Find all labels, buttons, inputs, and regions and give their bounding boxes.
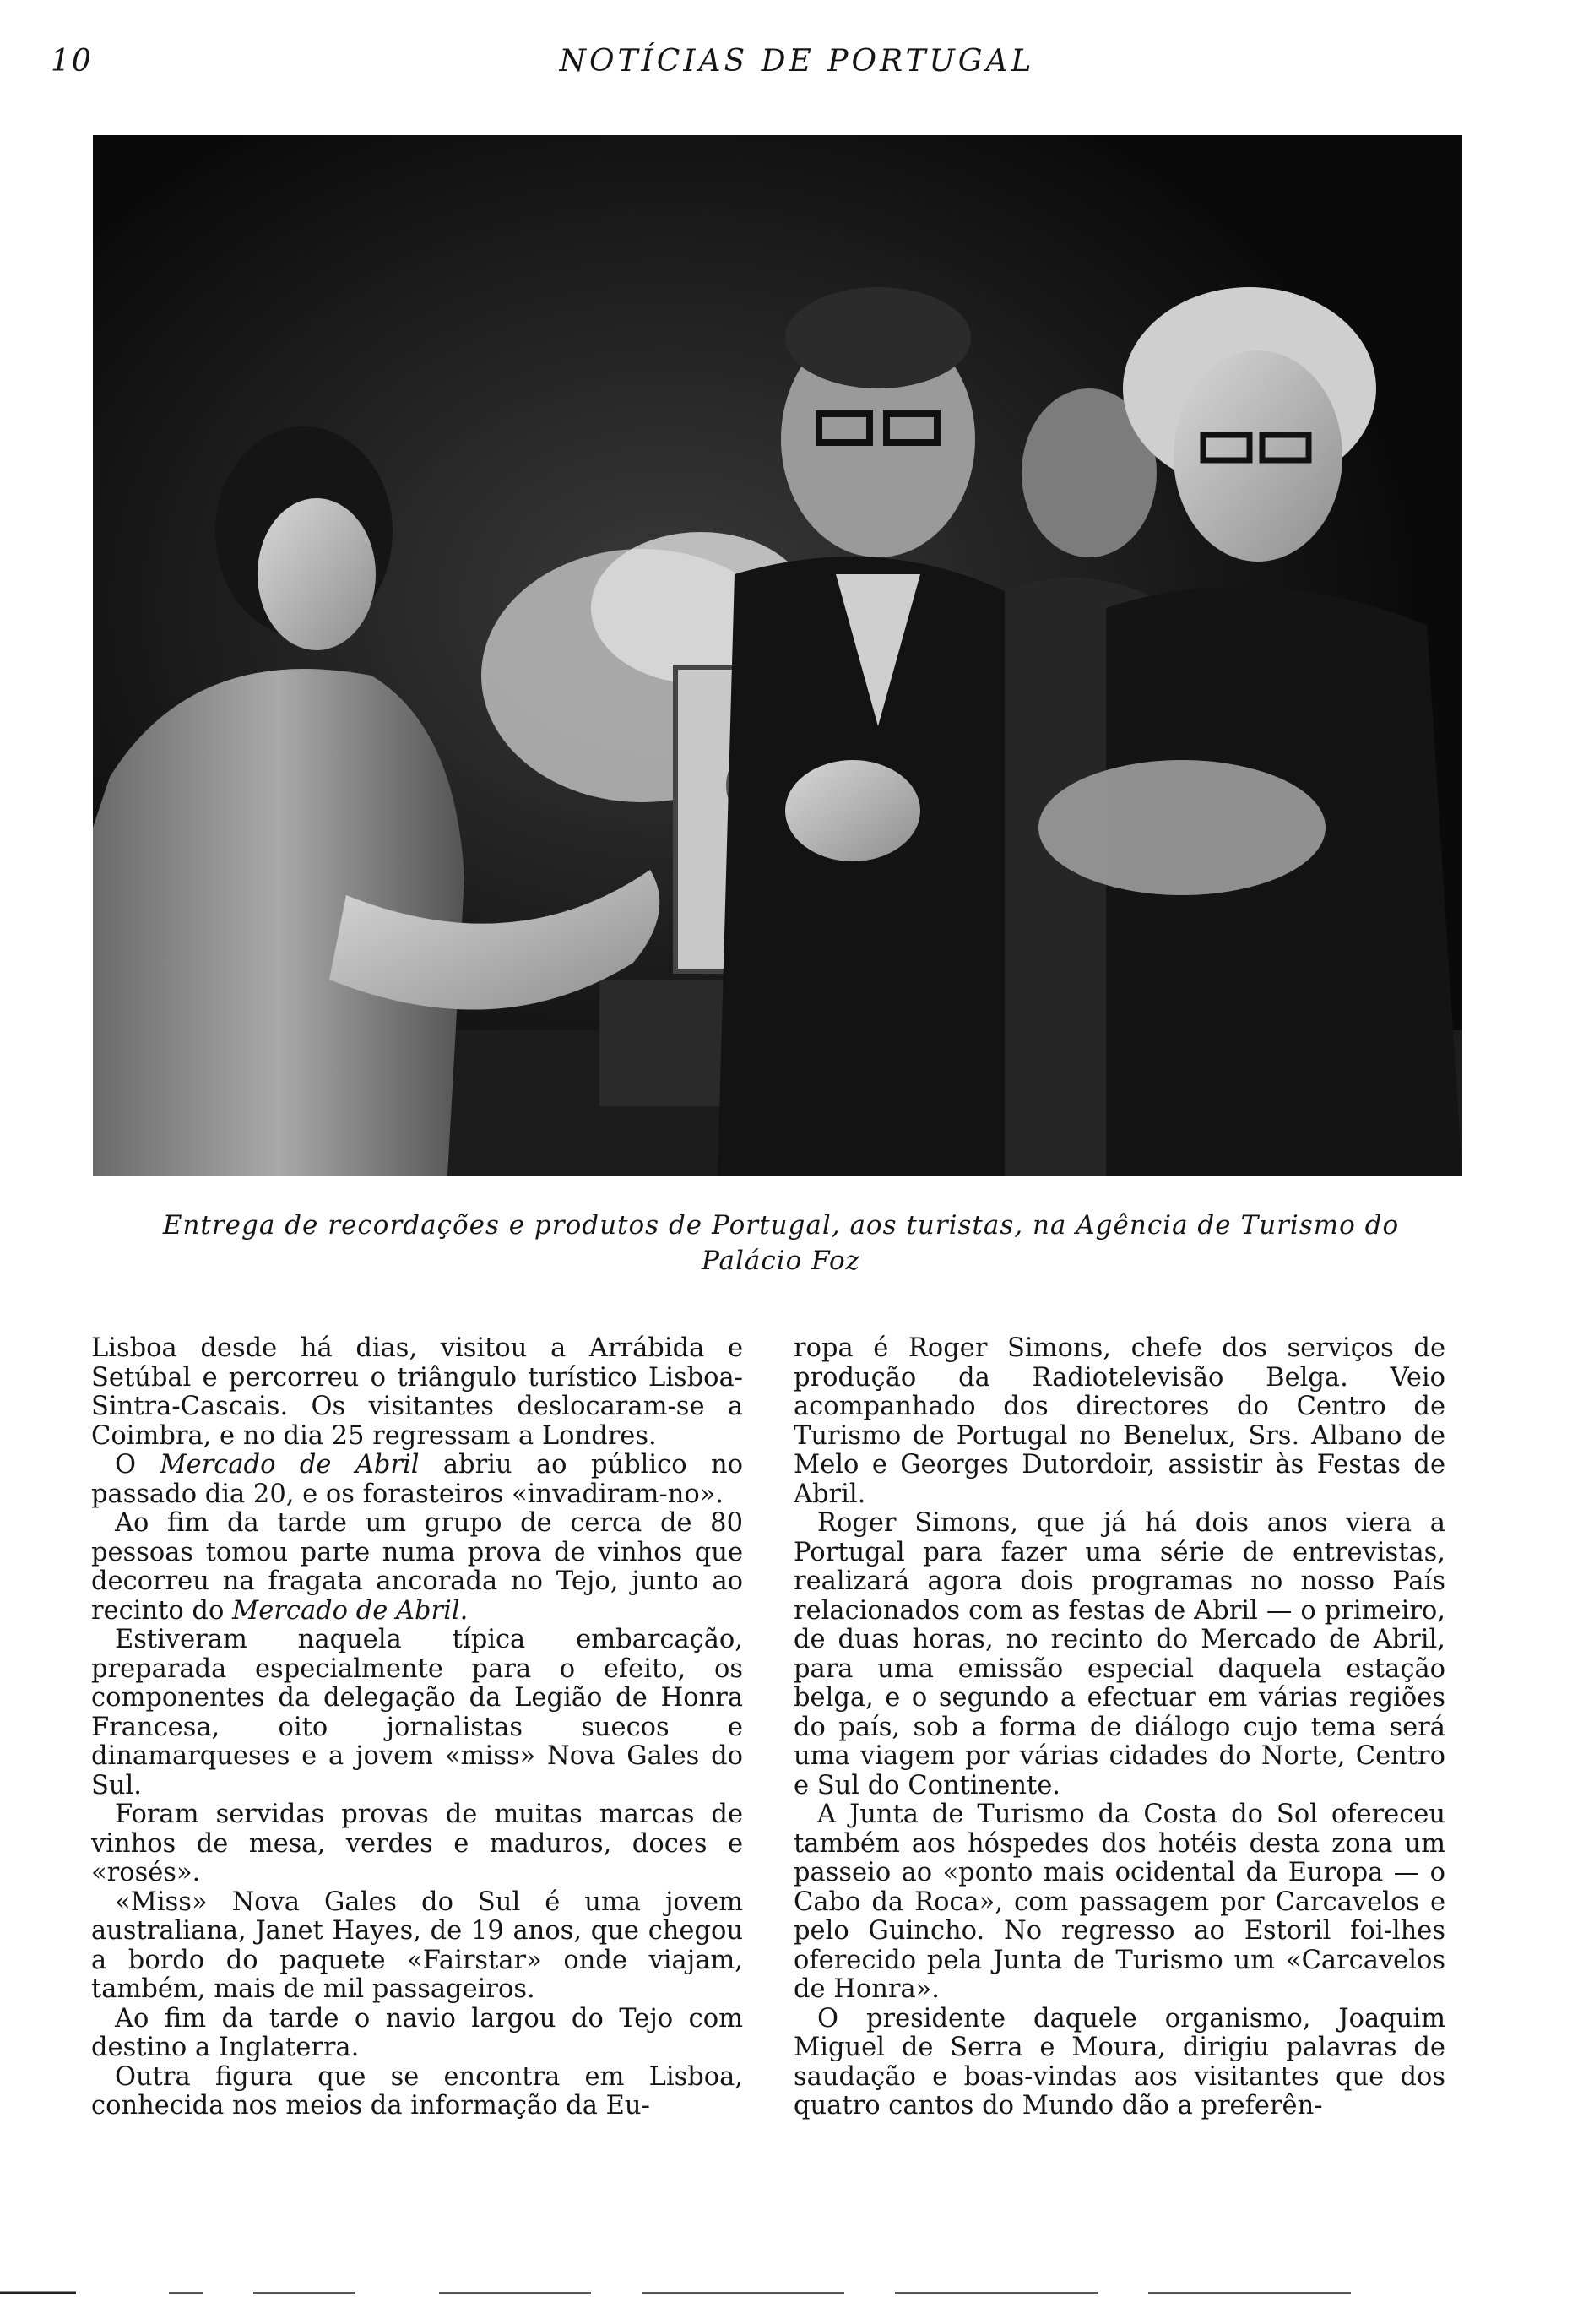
paragraph: O presidente daquele organismo, Joaquim Miguel de Serra e Moura, dirigiu palavras de saudação e boas-vindas aos visitantes que dos quatro cantos do Mundo dão a preferên- (794, 2003, 1445, 2120)
paragraph: ropa é Roger Simons, chefe dos serviços de produção da Radiotelevisão Belga. Veio acompanhado dos directores do Centro de Turismo de Portugal no Benelux, Srs. Albano de Melo e Georges Dutordoir, assistir às Festas de Abril. (794, 1333, 1445, 1509)
article-column-right (794, 1334, 1445, 2246)
paragraph-text: Ao fim da tarde um grupo de cerca de 80 pessoas tomou parte numa prova de vinhos que decorreu na fragata ancorada no Tejo, junto ao recinto do (91, 1508, 743, 1626)
paragraph: Roger Simons, que já há dois anos viera a Portugal para fazer uma série de entrevistas, realizará agora dois programas no nosso País relacionados com as festas de Abril — o primeiro, de duas horas, no recinto do Mercado de Abril, para uma emissão especial daquela estação belga, e o segundo a efectuar em várias regiões do país, sob a forma de diálogo cujo tema será uma viagem por várias cidades do Norte, Centro e Sul do Continente. (794, 1508, 1445, 1800)
paragraph: Foram servidas provas de muitas marcas de vinhos de mesa, verdes e maduros, doces e «rosés». (91, 1800, 743, 1887)
paragraph: Estiveram naquela típica embarcação, preparada especialmente para o efeito, os componentes da delegação da Legião de Honra Francesa, oito jornalistas suecos e dinamarqueses e a jovem «miss» Nova Gales do Sul. (91, 1625, 743, 1800)
hostess-face (258, 498, 376, 650)
paragraph: A Junta de Turismo da Costa do Sol ofereceu também aos hóspedes dos hotéis desta zona um passeio ao «ponto mais ocidental da Europa — o Cabo da Roca», com passagem por Carcavelos e pelo Guincho. No regresso ao Estoril foi-lhes oferecido pela Junta de Turismo um «Carcavelos de Honra». (794, 1800, 1445, 2004)
paragraph-text: abriu ao público no passado dia 20, e os forasteiros «invadiram-no». (91, 1450, 743, 1509)
right-woman-bouquet (1038, 760, 1326, 895)
photograph (93, 135, 1462, 1176)
paragraph (91, 1451, 743, 1509)
paragraph-italic: Mercado de Abril (160, 1450, 420, 1480)
photograph-illustration (93, 135, 1462, 1176)
running-title: NOTÍCIAS DE PORTUGAL (559, 44, 1035, 79)
article-column-left (91, 1334, 743, 2246)
paragraph: «Miss» Nova Gales do Sul é uma jovem australiana, Janet Hayes, de 19 anos, que chegou a bordo do paquete «Fairstar» onde viajam, também, mais de mil passageiros. (91, 1887, 743, 2004)
photo-caption: Entrega de recordações e produtos de Portugal, aos turistas, na Agência de Turismo do Palácio Foz (162, 1210, 1400, 1276)
paragraph: Lisboa desde há dias, visitou a Arrábida e Setúbal e percorreu o triângulo turístico Lisboa-Sintra-Cascais. Os visitantes deslocaram-se a Coimbra, e no dia 25 regressam a Londres. (91, 1333, 743, 1451)
right-woman-face (1174, 350, 1342, 562)
paragraph-text: O (115, 1450, 160, 1480)
bottom-rule (0, 2290, 1594, 2295)
page-header (0, 34, 1594, 93)
paragraph (91, 1509, 743, 1626)
page-number: 10 (51, 44, 93, 79)
paragraph: Ao fim da tarde o navio largou do Tejo com destino a Inglaterra. (91, 2003, 743, 2062)
man-hair (785, 287, 971, 388)
man-hand (785, 760, 920, 861)
paragraph-italic: Mercado de Abril. (232, 1595, 469, 1626)
paragraph: Outra figura que se encontra em Lisboa, conhecida nos meios da informação da Eu- (91, 2061, 743, 2120)
